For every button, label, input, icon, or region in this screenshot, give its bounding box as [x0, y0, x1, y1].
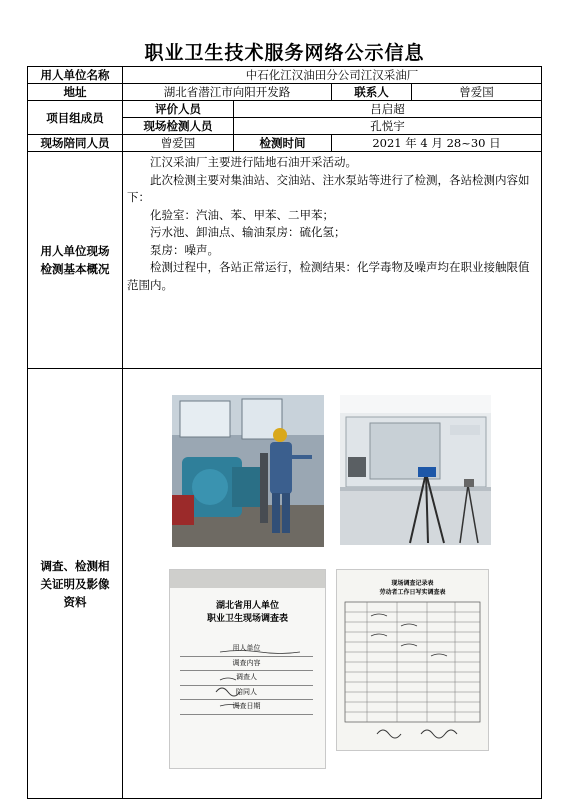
info-table [27, 66, 542, 799]
address-label: 地址 [28, 84, 123, 101]
contact-value: 曾爱国 [412, 84, 542, 101]
worklog-header-1: 现场调查记录表 [391, 580, 434, 587]
photo-lab-equipment [340, 395, 491, 545]
photos-label: 调查、检测相关证明及影像资料 [28, 369, 123, 799]
form-field: 调查人 [180, 671, 313, 686]
inspector-value: 孔悦宇 [234, 118, 542, 135]
time-label: 检测时间 [234, 135, 332, 152]
form-field: 调查内容 [180, 657, 313, 672]
employer-value: 中石化江汉油田分公司江汉采油厂 [123, 67, 542, 84]
form-field: 用人单位 [180, 642, 313, 657]
photo-survey-form [169, 569, 326, 769]
overview-line: 检测过程中，各站正常运行，检测结果：化学毒物及噪声均在职业接触限值范围内。 [127, 260, 530, 292]
photo-worker-pump [172, 395, 324, 547]
overview-line: 污水池、卸油点、输油泵房：硫化氢； [150, 225, 346, 239]
escort-label: 现场陪同人员 [28, 135, 123, 152]
overview-text [123, 152, 542, 369]
photos-cell [123, 369, 542, 799]
employer-label: 用人单位名称 [28, 67, 123, 84]
overview-line: 化验室：汽油、苯、甲苯、二甲苯； [150, 207, 334, 222]
page-title: 职业卫生技术服务网络公示信息 [144, 42, 425, 64]
handwriting-marks [170, 570, 325, 768]
team-label: 项目组成员 [28, 101, 123, 135]
form-field: 陪同人 [180, 686, 313, 701]
inspector-label: 现场检测人员 [123, 118, 234, 135]
form-org: 湖北省用人单位 [215, 601, 279, 611]
form-field: 调查日期 [180, 700, 313, 715]
evaluator-label: 评价人员 [123, 101, 234, 118]
escort-value: 曾爱国 [123, 135, 234, 152]
evaluator-value: 吕启超 [234, 101, 542, 118]
contact-label: 联系人 [332, 84, 412, 101]
overview-line: 江汉采油厂主要进行陆地石油开采活动。 [150, 155, 357, 169]
time-value: 2021 年 4 月 28~30 日 [332, 135, 542, 152]
overview-line: 泵房：噪声。 [150, 242, 219, 257]
worklog-grid [337, 570, 488, 750]
photo-worklog-form [336, 569, 489, 751]
overview-line: 此次检测主要对集油站、交油站、注水泵站等进行了检测，各站检测内容如下： [127, 172, 530, 204]
form-name: 职业卫生现场调查表 [206, 614, 288, 624]
worklog-header-2: 劳动者工作日写实调查表 [379, 589, 446, 596]
address-value: 湖北省潜江市向阳开发路 [123, 84, 332, 101]
overview-label: 用人单位现场检测基本概况 [28, 152, 123, 369]
